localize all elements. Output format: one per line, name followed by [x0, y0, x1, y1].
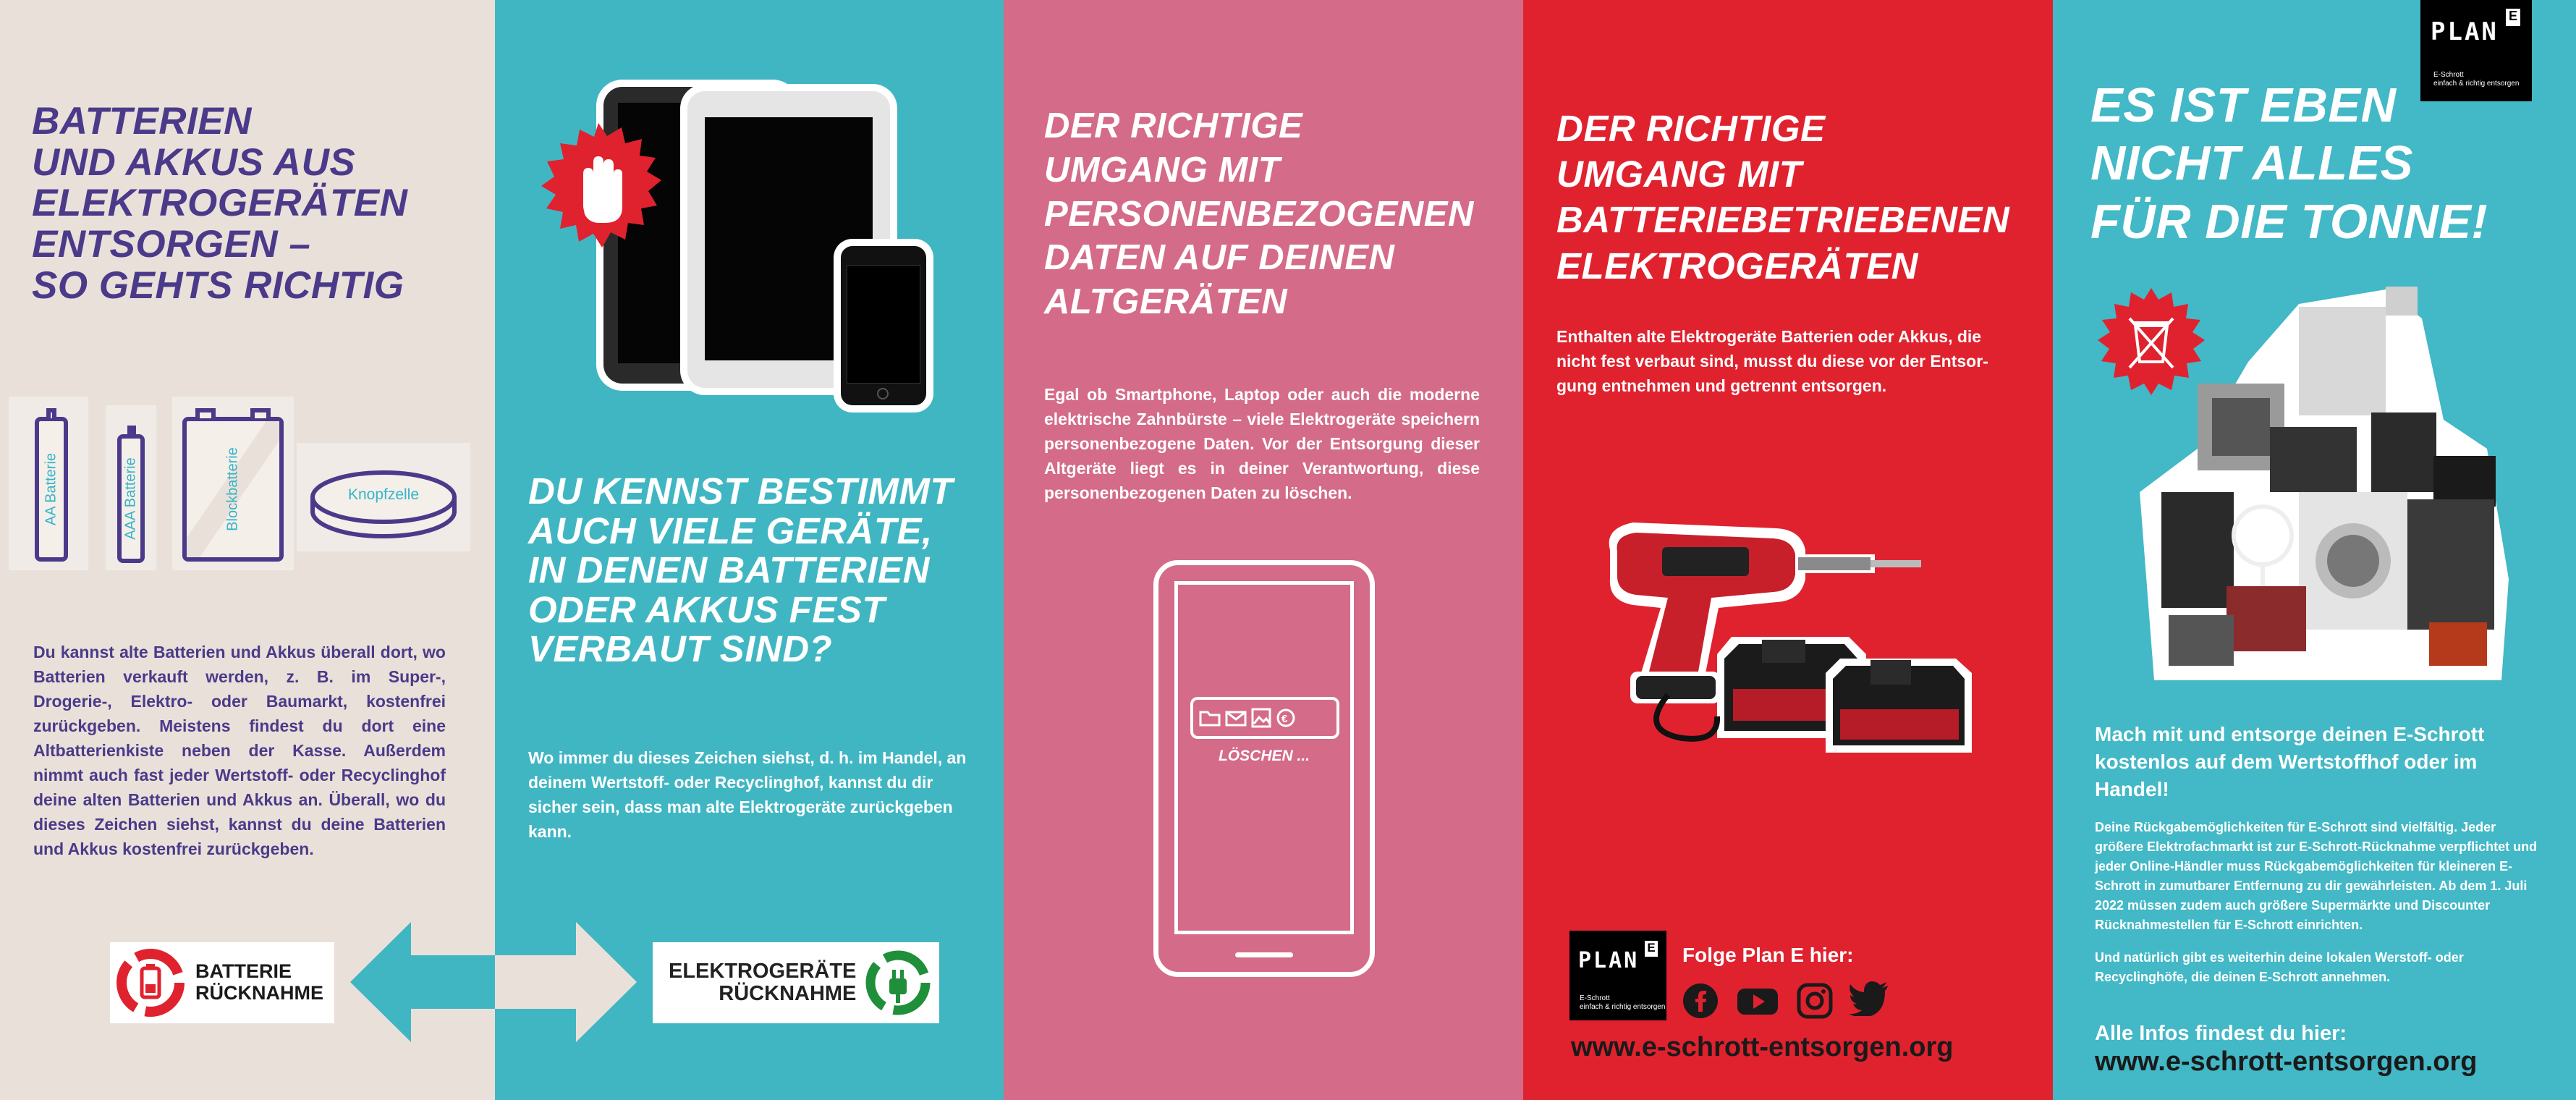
headline-line: ELEKTROGERÄTEN: [1556, 245, 1919, 287]
euro-icon: [1276, 708, 1296, 728]
logo-e: E: [2506, 9, 2520, 26]
headline-line: ODER AKKUS FEST: [528, 588, 885, 630]
website-link[interactable]: www.e-schrott-entsorgen.org: [1571, 1032, 1954, 1062]
panel4-headline: [1556, 106, 2009, 289]
device-return-logo: [653, 942, 939, 1023]
logo-word: PLAN: [2431, 17, 2499, 46]
website-link[interactable]: www.e-schrott-entsorgen.org: [2095, 1046, 2478, 1077]
headline-line: ELEKTROGERÄTEN: [32, 182, 408, 225]
block-battery-icon: [182, 417, 284, 562]
logo-sub-line: E-Schrott: [1580, 994, 1610, 1002]
headline-line: DER RICHTIGE: [1556, 108, 1826, 149]
aa-battery-card: [9, 397, 88, 570]
smartphone-image: [841, 246, 926, 405]
panel2-body: Wo immer du dieses Zeichen siehst, d. h. im Handel, an deinem Wertstoff- oder Recyclinghof, kannst du dir sicher sein, dass man alte Elektrogeräte zurückgeben kann.: [528, 748, 967, 842]
youtube-icon[interactable]: [1736, 983, 1779, 1019]
plan-e-logo-footer: [1569, 931, 1666, 1020]
headline-line: DER RICHTIGE: [1044, 106, 1303, 145]
headline-line: ALTGERÄTEN: [1044, 282, 1288, 321]
logo-e: E: [1645, 941, 1658, 957]
panel4-body: Enthalten alte Elektrogeräte Batterien oder Akkus, die nicht fest verbaut sind, musst du diese vor der Entsorgung entnehmen und getrennt entsorgen.: [1556, 327, 1988, 396]
headline-line: BATTERIEBETRIEBENEN: [1556, 199, 2010, 241]
button-cell-card: [297, 443, 470, 551]
facebook-icon[interactable]: [1682, 983, 1719, 1019]
battery-return-line1: BATTERIE: [195, 960, 292, 983]
panel3-headline: [1044, 104, 1474, 324]
headline-line: BATTERIEN: [32, 100, 252, 143]
device-return-line1: ELEKTROGERÄTE: [669, 959, 857, 983]
panel5-body-secondary: Und natürlich gibt es weiterhin deine lokalen Werstoff- oder Recyclinghöfe, die deinen E-Schrott annehmen.: [2095, 950, 2464, 984]
battery-return-line2: RÜCKNAHME: [195, 982, 323, 1004]
aa-battery-icon: [35, 417, 68, 562]
headline-line: DU KENNST BESTIMMT: [528, 470, 953, 512]
battery-label: AAA Batterie: [122, 457, 139, 540]
panel5-headline: [2090, 77, 2488, 251]
logo-sub-line: einfach & richtig entsorgen: [1580, 1003, 1666, 1011]
headline-line: IN DENEN BATTERIEN: [528, 549, 930, 591]
logo-sub-line: E-Schrott: [2433, 71, 2464, 79]
battery-label: AA Batterie: [43, 452, 59, 526]
headline-line: FÜR DIE TONNE!: [2090, 194, 2488, 249]
battery-label: Knopfzelle: [347, 486, 420, 503]
headline-line: AUCH VIELE GERÄTE,: [528, 509, 933, 551]
headline-line: UND AKKUS AUS: [32, 140, 356, 184]
stop-hand-badge-icon: [534, 122, 663, 250]
headline-line: PERSONENBEZOGENEN: [1044, 194, 1474, 234]
twitter-icon[interactable]: [1847, 980, 1891, 1016]
panel-not-for-bin: [2053, 0, 2576, 1100]
cordless-drill-image: [1596, 499, 2001, 789]
panel-personal-data: [1004, 0, 1523, 1100]
phone-illustration: [1153, 560, 1375, 977]
delete-progress-box: [1190, 697, 1339, 739]
headline-line: UMGANG MIT: [1044, 150, 1281, 190]
headline-line: ENTSORGEN –: [32, 223, 311, 266]
aaa-battery-card: [106, 405, 156, 570]
logo-sub-line: einfach & richtig entsorgen: [2433, 80, 2520, 88]
plug-recycle-icon: [862, 947, 934, 1019]
panel-battery-devices: [1523, 0, 2053, 1100]
panel1-body: Du kannst alte Batterien und Akkus überall dort, wo Batterien verkauft werden, z. B. im Super-, Drogerie-, Elektro- oder Baumarkt, kostenfrei zurückgeben. Meistens findest du dort eine Altbatterienkiste neben der Kasse. Außerdem nimmt auch fast jeder Wertstoff- oder Recyclinghof deine alten Batterien und Akkus an. Überall, wo du dieses Zeichen siehst, kannst du deine Batterien und Akkus kostenfrei zurückgeben.: [33, 643, 446, 859]
panel1-headline: [32, 101, 407, 307]
headline-line: SO GEHTS RICHTIG: [32, 263, 404, 307]
panel3-body: Egal ob Smartphone, Laptop oder auch die moderne elektrische Zahnbürste – viele Elektrogeräte speichern personenbezogene Daten. Vor der Entsorgung dieser Altgeräte liegt es in deiner Verantwortung, diese personenbezogenen Daten zu löschen.: [1044, 385, 1480, 503]
svg-text:€: €: [1281, 713, 1288, 725]
logo-subtitle: [1580, 994, 1665, 1012]
crossed-bin-badge-icon: [2096, 287, 2206, 397]
battery-recycle-icon: [110, 942, 191, 1023]
logo-word: PLAN: [1578, 948, 1640, 973]
headline-line: UMGANG MIT: [1556, 153, 1802, 195]
device-return-line2: RÜCKNAHME: [719, 982, 857, 1005]
folder-icon: [1199, 709, 1221, 727]
panel5-call-to-action: Mach mit und entsorge deinen E-Schrott kostenlos auf dem Wertstoffhof oder im Handel!: [2095, 723, 2485, 801]
headline-line: ES IST EBEN: [2090, 78, 2397, 132]
delete-label: LÖSCHEN ...: [1218, 748, 1310, 764]
follow-label: Folge Plan E hier:: [1682, 944, 1854, 966]
aaa-battery-icon: [117, 434, 145, 563]
headline-line: VERBAUT SIND?: [528, 628, 833, 670]
panel2-headline: [528, 472, 953, 669]
battery-label: Blockbatterie: [224, 447, 241, 531]
info-label: Alle Infos findest du hier:: [2095, 1022, 2347, 1045]
mail-icon: [1225, 709, 1247, 727]
instagram-icon[interactable]: [1797, 983, 1833, 1019]
image-icon: [1251, 708, 1271, 728]
panel5-body: Deine Rückgabemöglichkeiten für E-Schrott sind vielfältig. Jeder größere Elektrofachmarkt ist zur E-Schrott-Rücknahme verpflichtet und jeder Online-Händler muss Rückgabemöglichkeiten für kleineren E-Schrott in zumutbarer Entfernung zu dir gewährleisten. Ab dem 1. Juli 2022 müssen zudem auch größere Supermärkte und Discounter Rücknahmestellen für E-Schrott einrichten.: [2095, 820, 2538, 932]
block-battery-card: [172, 397, 294, 570]
headline-line: DATEN AUF DEINEN: [1044, 238, 1395, 278]
battery-return-logo: [110, 942, 334, 1023]
double-arrow-icon: [350, 922, 637, 1042]
headline-line: NICHT ALLES: [2090, 136, 2413, 191]
